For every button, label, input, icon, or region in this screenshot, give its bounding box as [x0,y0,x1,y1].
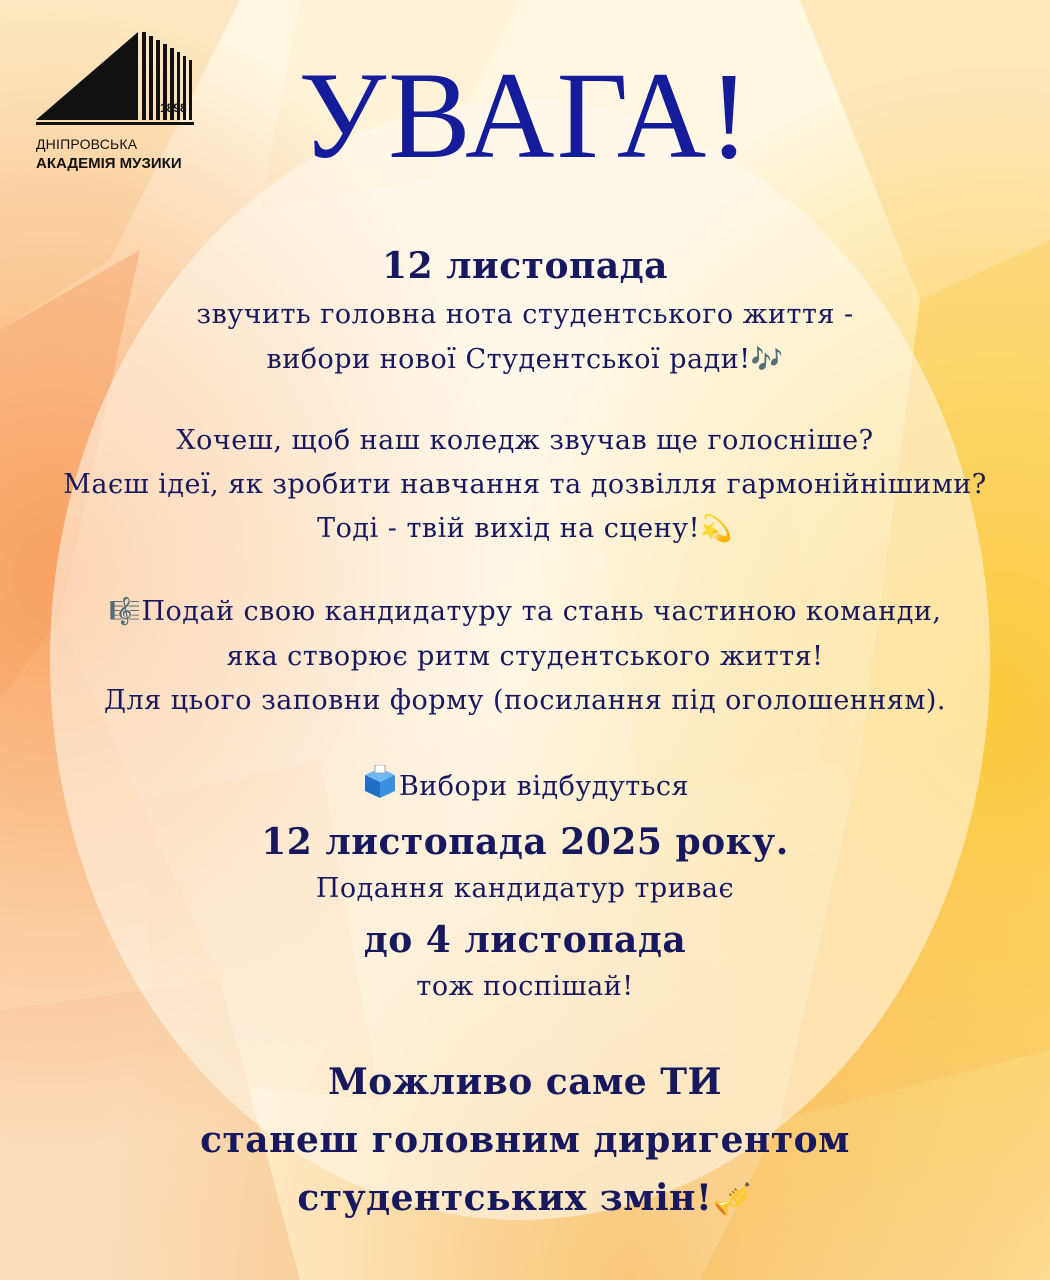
question-line3-text: Тоді - твій вихід на сцену! [317,513,700,544]
dizzy-star-icon: 💫 [699,514,733,544]
closing-line1: Можливо саме ТИ [327,1061,723,1103]
deadline-text: до 4 листопада [363,919,687,961]
page-title: УВАГА! [298,47,752,184]
submission-text: Подання кандидатур триває [315,873,735,904]
intro-line2 [0,342,1050,378]
logo-year: 1898 [160,101,187,115]
elections-label [0,765,1050,805]
ballot-box-icon [361,765,399,799]
apply-line2: яка створює ритм студентського життя! [226,641,824,672]
question-line2: Маєш ідеї, як зробити навчання та дозвілля гармонійнішими? [63,469,987,500]
closing-line3 [0,1176,1050,1221]
musical-notes-icon: 🎶 [750,345,784,375]
trumpet-icon: 🎺 [712,1180,753,1218]
logo-name-line2: АКАДЕМІЯ МУЗИКИ [36,155,182,172]
apply-line1-text: Подай свою кандидатуру та стань частиною команди, [141,596,942,627]
intro-line2-text: вибори нової Студентської ради! [266,344,751,375]
closing-line2: станеш головним диригентом [200,1119,850,1161]
musical-score-icon: 🎼 [108,597,142,627]
intro-line1: звучить головна нота студентського життя - [196,299,854,330]
question-line1: Хочеш, щоб наш коледж звучав ще голосніше? [176,425,874,456]
intro-date: 12 листопада [382,245,668,287]
logo-name-line1: ДНІПРОВСЬКА [36,136,138,152]
elections-date: 12 листопада 2025 року. [261,821,789,863]
elections-label-text: Вибори відбудуться [398,771,690,802]
closing-line3-text: студентських змін! [297,1177,713,1219]
apply-line1 [0,594,1050,630]
question-line3 [0,511,1050,547]
hurry-text: тож поспішай! [416,971,634,1002]
apply-line3: Для цього заповни форму (посилання під оголошенням). [104,685,946,716]
